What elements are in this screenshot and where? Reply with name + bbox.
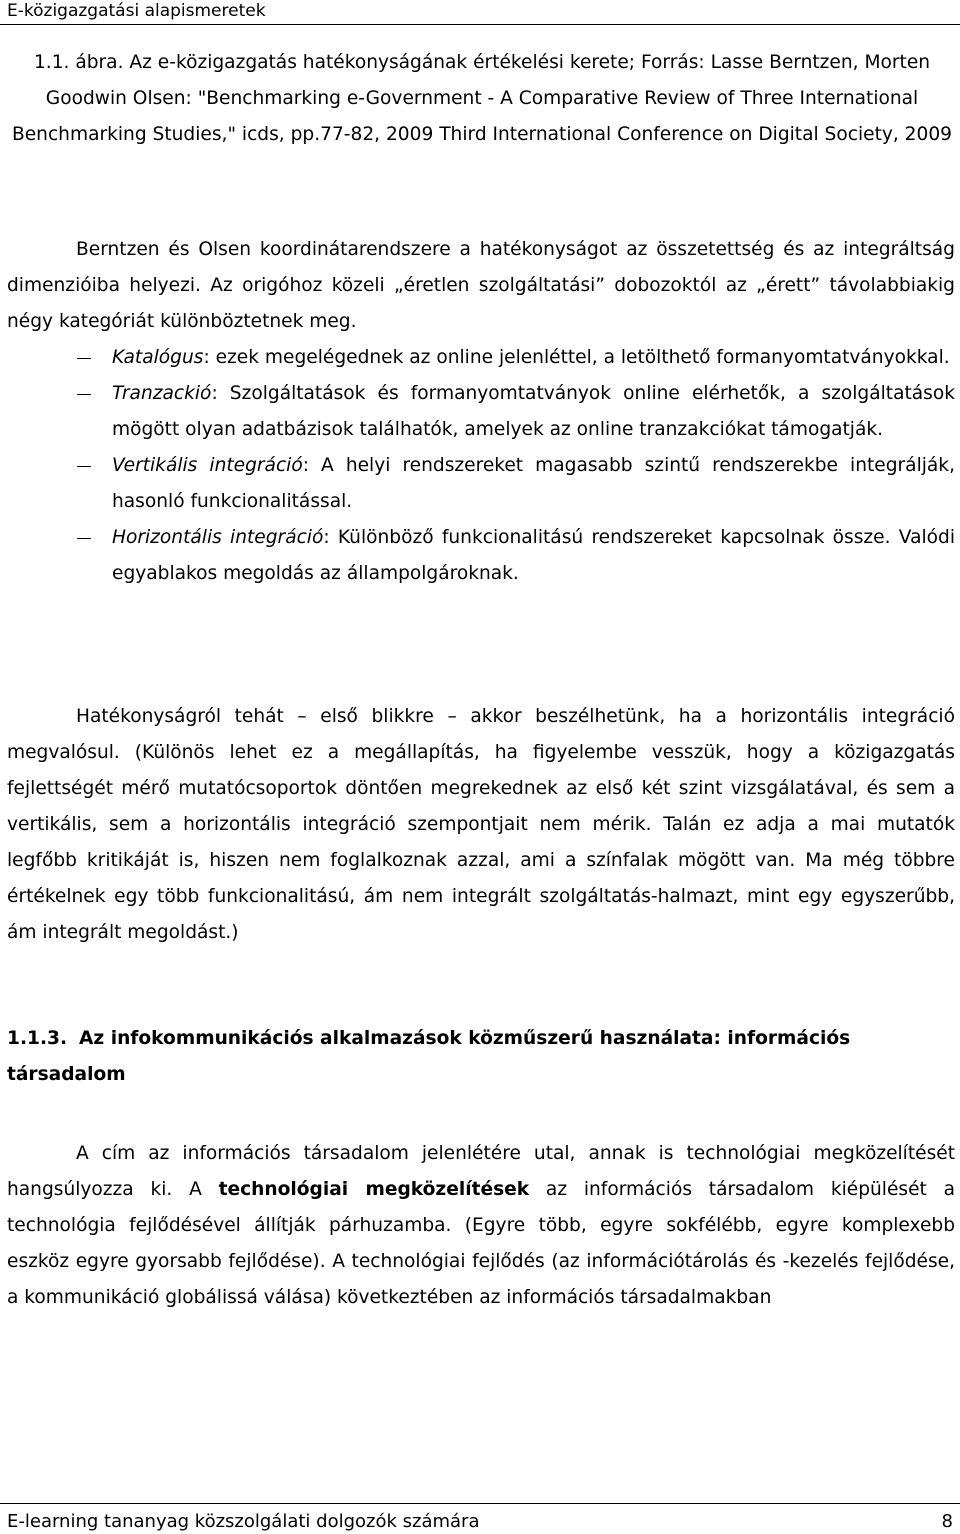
p2-dash-2: – [447, 706, 457, 727]
efficiency-paragraph [7, 699, 955, 951]
header-title: E-közigazgatási alapismeretek [7, 1, 266, 21]
category-desc: : ezek megelégednek az online jelenléttel, a letölthető formanyomtatványokkal. [203, 347, 950, 368]
list-item [0, 520, 955, 592]
section-title: Az infokommunikációs alkalmazások közműszerű használata: információs társadalom [7, 1028, 851, 1085]
p3-part-a: A cím az információs társadalom jelenlétére utal, annak is technológiai megközelítését hangsúlyozza ki. A [7, 1143, 955, 1200]
figure-caption [7, 45, 957, 153]
footer-text: E-learning tananyag közszolgálati dolgozók számára [7, 1511, 480, 1532]
list-item [0, 376, 955, 448]
p2-part-a: Hatékonyságról tehát [76, 706, 284, 727]
p3-part-b: az információs társadalom kiépülését a technológia fejlődésével állítják párhuzamba. (Egyre több, egyre sokfélébb, egyre komplexebb eszköz egyre gyorsabb fejlődése). A technológiai fejlődés (az információtárolás és -kezelés fejlődése, a kommunikáció globálissá válása) következtében az információs társadalmakban [7, 1179, 955, 1308]
category-term: Vertikális integráció [112, 455, 303, 476]
section-heading [7, 1021, 955, 1093]
p2-dash-1: – [297, 706, 307, 727]
page-header [0, 0, 960, 26]
category-desc: : Különböző funkcionalitású rendszereket kapcsolnak össze. Valódi egyablakos megoldás az állampolgároknak. [112, 527, 955, 584]
intro-sentence-1: Berntzen és Olsen koordinátarendszere a hatékonyságot az összetettség és az integráltság dimenzióiba helyezi. [7, 239, 955, 296]
p3-bold-term: technológiai megközelítések [218, 1179, 530, 1200]
figure-label: 1.1. ábra. [33, 52, 124, 73]
category-term: Tranzackió [112, 383, 212, 404]
category-term: Horizontális integráció [112, 527, 324, 548]
footer-rule [0, 1503, 960, 1504]
list-item [0, 448, 955, 520]
intro-paragraph [7, 232, 955, 340]
page-number: 8 [941, 1511, 953, 1532]
page-footer [0, 1503, 960, 1534]
p2-part-b: első blikkre [320, 706, 434, 727]
figure-caption-text: Az e-közigazgatás hatékonyságának értékelési kerete; Forrás: Lasse Berntzen, Morten Goodwin Olsen: "Benchmarking e-Government - A Comparative Review of Three International Benchmarking Studies," icds, pp.77-82, 2009 Third International Conference on Digital Society, 2009 [11, 52, 953, 145]
category-term: Katalógus [112, 347, 204, 368]
information-society-paragraph [7, 1136, 955, 1316]
intro-sentence-2: Az origóhoz közeli „éretlen szolgáltatási” dobozoktól az „érett” távolabbiakig négy kategóriát különböztetnek meg. [7, 275, 955, 332]
category-list [0, 340, 955, 592]
header-rule [0, 24, 960, 25]
p2-part-c: akkor beszélhetünk, ha a horizontális integráció megvalósul. (Különös lehet ez a megállapítás, ha figyelembe vesszük, hogy a közigazgatás fejlettségét mérő mutatócsoportok döntően megrekednek az első két szint vizsgálatával, és sem a vertikális, sem a horizontális integráció szempontjait nem mérik. Talán ez adja a mai mutatók legfőbb kritikáját is, hiszen nem foglalkoznak azzal, ami a színfalak mögött van. Ma még többre értékelnek egy több funkcionalitású, ám nem integrált szolgáltatás-halmazt, mint egy egyszerűbb, ám integrált megoldást.) [7, 706, 955, 943]
list-item [0, 340, 955, 376]
category-desc: : A helyi rendszereket magasabb szintű rendszerekbe integrálják, hasonló funkcionalitással. [112, 455, 955, 512]
section-number: 1.1.3. [7, 1028, 68, 1049]
category-desc: : Szolgáltatások és formanyomtatványok online elérhetők, a szolgáltatások mögött olyan adatbázisok találhatók, amelyek az online tranzakciókat támogatják. [112, 383, 955, 440]
